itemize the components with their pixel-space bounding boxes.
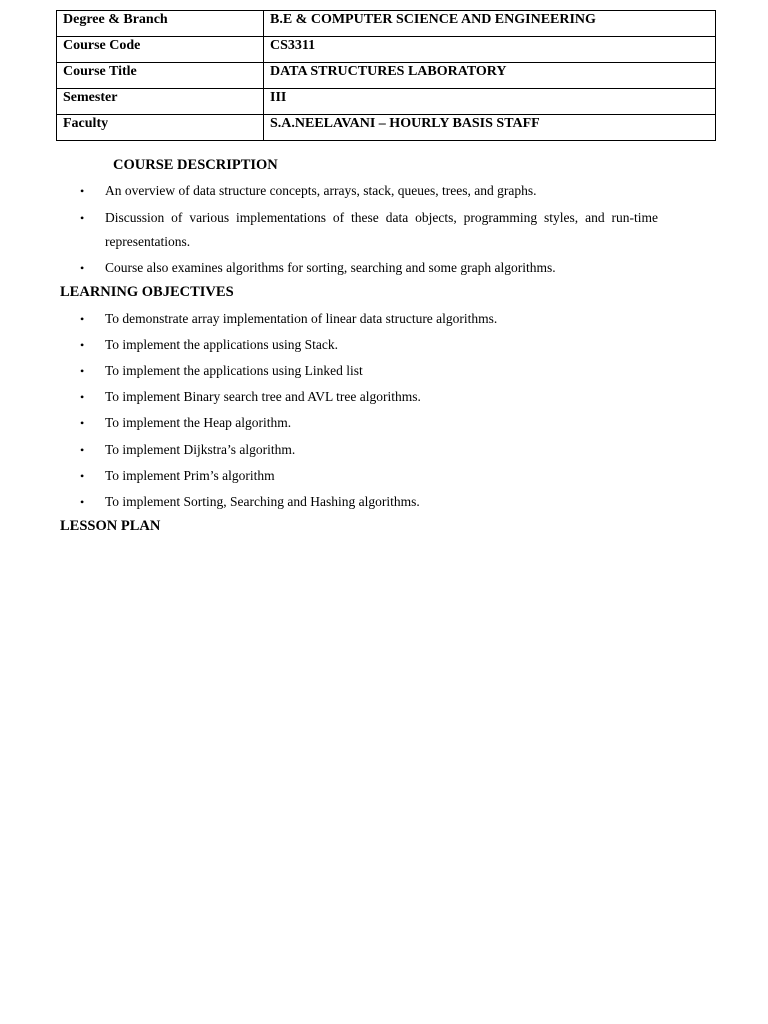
bullet-icon: • bbox=[80, 338, 85, 352]
list-item bbox=[80, 411, 658, 435]
objective-item-8: To implement Sorting, Searching and Hashing algorithms. bbox=[105, 494, 420, 509]
bullet-icon: • bbox=[80, 261, 85, 275]
course-code-value: CS3311 bbox=[264, 37, 716, 63]
bullet-icon: • bbox=[80, 312, 85, 326]
objective-item-1: To demonstrate array implementation of linear data structure algorithms. bbox=[105, 311, 498, 326]
table-row bbox=[57, 63, 716, 89]
course-description-heading: COURSE DESCRIPTION bbox=[113, 157, 278, 173]
objective-item-2: To implement the applications using Stack. bbox=[105, 337, 339, 352]
list-item bbox=[80, 438, 658, 462]
course-code-label: Course Code bbox=[57, 37, 264, 63]
list-item bbox=[80, 256, 658, 280]
bullet-icon: • bbox=[80, 416, 85, 430]
list-item bbox=[80, 307, 658, 331]
bullet-icon: • bbox=[80, 390, 85, 404]
course-title-label: Course Title bbox=[57, 63, 264, 89]
table-row bbox=[57, 37, 716, 63]
semester-value: III bbox=[264, 89, 716, 115]
table-row bbox=[57, 115, 716, 141]
course-description-item-2: Discussion of various implementations of these data objects, programming styles, and run-time representations. bbox=[105, 210, 658, 249]
list-item bbox=[80, 206, 658, 254]
course-title-value: DATA STRUCTURES LABORATORY bbox=[264, 63, 716, 89]
bullet-icon: • bbox=[80, 364, 85, 378]
list-item bbox=[80, 385, 658, 409]
bullet-icon: • bbox=[80, 184, 85, 198]
list-item bbox=[80, 359, 658, 383]
bullet-icon: • bbox=[80, 211, 85, 225]
objective-item-7: To implement Prim’s algorithm bbox=[105, 468, 275, 483]
course-description-item-3: Course also examines algorithms for sorting, searching and some graph algorithms. bbox=[105, 260, 556, 275]
course-info-table bbox=[56, 10, 716, 141]
list-item bbox=[80, 490, 658, 514]
faculty-label: Faculty bbox=[57, 115, 264, 141]
lesson-plan-heading: LESSON PLAN bbox=[60, 518, 161, 534]
course-description-item-1: An overview of data structure concepts, arrays, stack, queues, trees, and graphs. bbox=[105, 183, 537, 198]
bullet-icon: • bbox=[80, 495, 85, 509]
faculty-value: S.A.NEELAVANI – HOURLY BASIS STAFF bbox=[264, 115, 716, 141]
table-row bbox=[57, 89, 716, 115]
objective-item-6: To implement Dijkstra’s algorithm. bbox=[105, 442, 296, 457]
semester-label: Semester bbox=[57, 89, 264, 115]
bullet-icon: • bbox=[80, 443, 85, 457]
learning-objectives-heading: LEARNING OBJECTIVES bbox=[60, 284, 234, 300]
list-item bbox=[80, 333, 658, 357]
bullet-icon: • bbox=[80, 469, 85, 483]
objective-item-3: To implement the applications using Linked list bbox=[105, 363, 363, 378]
objective-item-5: To implement the Heap algorithm. bbox=[105, 415, 292, 430]
degree-branch-label: Degree & Branch bbox=[57, 11, 264, 37]
objective-item-4: To implement Binary search tree and AVL tree algorithms. bbox=[105, 389, 421, 404]
degree-branch-value: B.E & COMPUTER SCIENCE AND ENGINEERING bbox=[264, 11, 716, 37]
list-item bbox=[80, 179, 658, 203]
table-row bbox=[57, 11, 716, 37]
list-item bbox=[80, 464, 658, 488]
